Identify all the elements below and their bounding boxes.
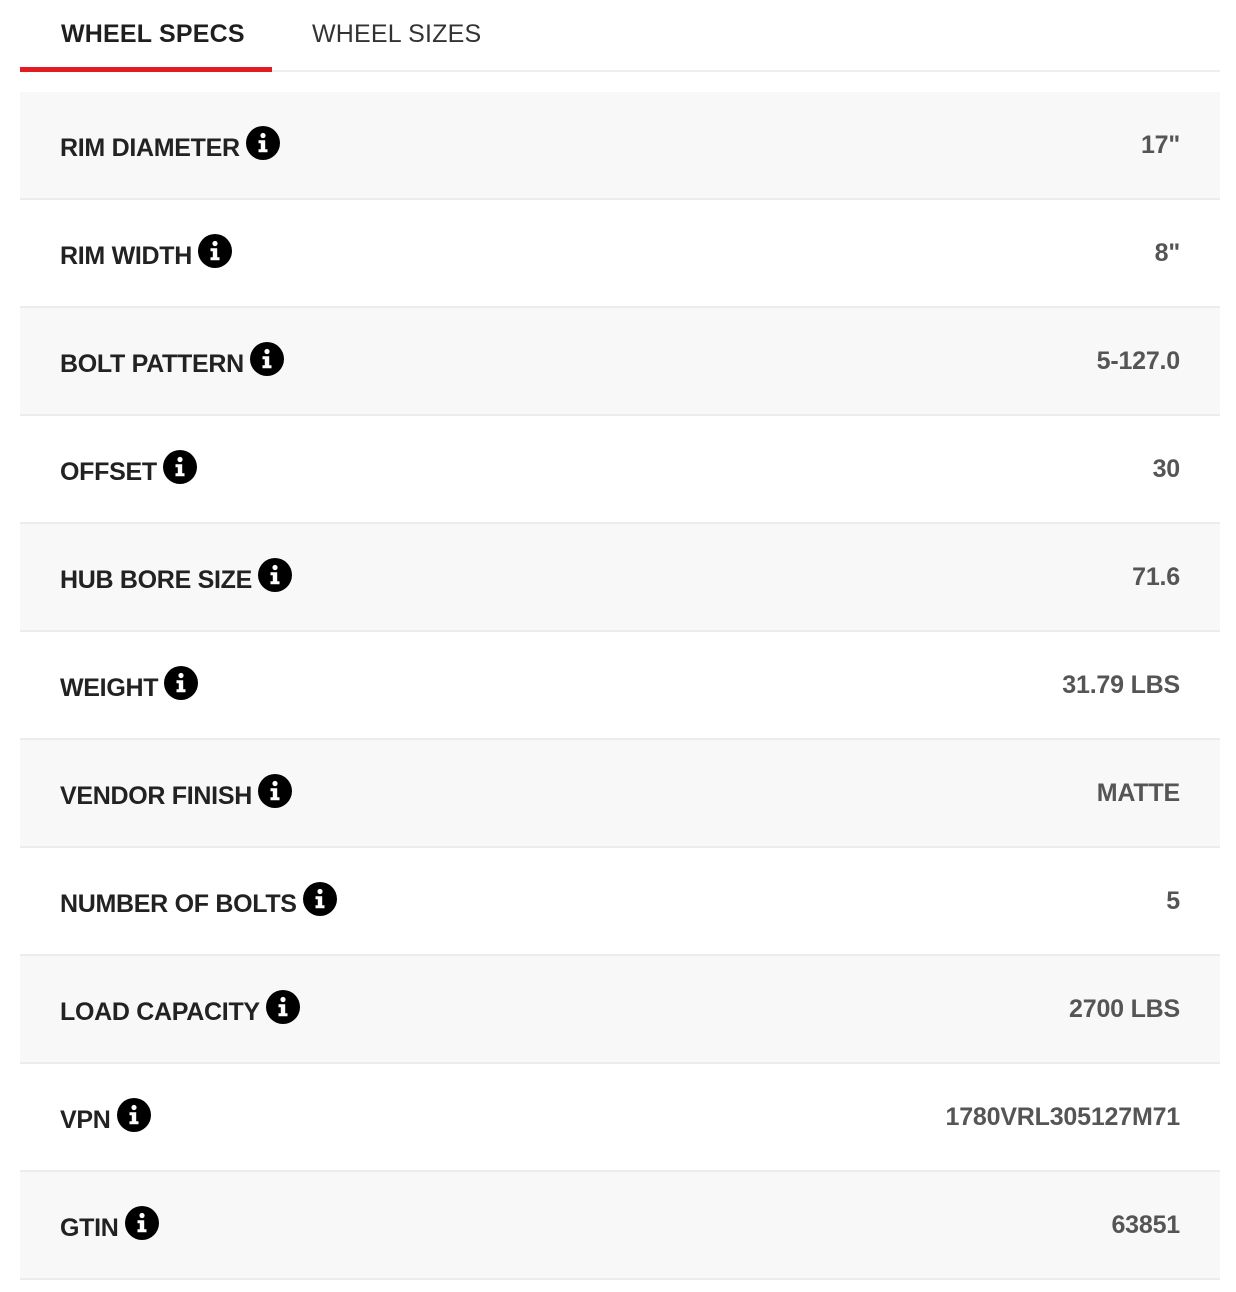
tab-wheel-specs[interactable]: WHEEL SPECS xyxy=(20,0,272,72)
spec-label: LOAD CAPACITY xyxy=(60,997,260,1026)
spec-row xyxy=(20,1064,1220,1172)
spec-label: RIM WIDTH xyxy=(60,241,192,270)
spec-row xyxy=(20,308,1220,416)
info-icon[interactable] xyxy=(163,450,197,484)
spec-label: VENDOR FINISH xyxy=(60,781,252,810)
spec-value: 31.79 LBS xyxy=(1062,670,1180,699)
spec-row xyxy=(20,200,1220,308)
spec-label-group xyxy=(60,668,198,702)
info-icon[interactable] xyxy=(266,990,300,1024)
spec-label-group xyxy=(60,1208,159,1242)
spec-row xyxy=(20,956,1220,1064)
spec-row xyxy=(20,848,1220,956)
wheel-info-panel xyxy=(20,0,1220,1280)
info-icon[interactable] xyxy=(198,234,232,268)
spec-value: 1780VRL305127M71 xyxy=(945,1102,1180,1131)
spec-label: NUMBER OF BOLTS xyxy=(60,889,297,918)
spec-value: 63851 xyxy=(1111,1210,1180,1239)
spec-row xyxy=(20,632,1220,740)
spec-label-group xyxy=(60,128,280,162)
info-icon[interactable] xyxy=(250,342,284,376)
spec-label-group xyxy=(60,1100,151,1134)
spec-label-group xyxy=(60,452,197,486)
tab-wheel-sizes[interactable]: WHEEL SIZES xyxy=(312,20,482,48)
spec-value: 30 xyxy=(1152,454,1180,483)
spec-label: OFFSET xyxy=(60,457,157,486)
spec-value: 5-127.0 xyxy=(1096,346,1180,375)
tab-bar xyxy=(20,0,1220,72)
spec-row xyxy=(20,524,1220,632)
info-icon[interactable] xyxy=(164,666,198,700)
spec-value: 2700 LBS xyxy=(1069,994,1180,1023)
info-icon[interactable] xyxy=(258,774,292,808)
spec-label-group xyxy=(60,884,337,918)
spec-row xyxy=(20,1172,1220,1280)
info-icon[interactable] xyxy=(117,1098,151,1132)
spec-row xyxy=(20,740,1220,848)
spec-table xyxy=(20,92,1220,1280)
spec-label-group xyxy=(60,992,300,1026)
spec-label: GTIN xyxy=(60,1213,119,1242)
spec-label-group xyxy=(60,344,284,378)
spec-value: 5 xyxy=(1166,886,1180,915)
spec-label: WEIGHT xyxy=(60,673,159,702)
spec-value: 71.6 xyxy=(1132,562,1180,591)
info-icon[interactable] xyxy=(303,882,337,916)
info-icon[interactable] xyxy=(258,558,292,592)
spec-value: 17" xyxy=(1140,130,1180,159)
info-icon[interactable] xyxy=(246,126,280,160)
spec-row xyxy=(20,416,1220,524)
spec-label: RIM DIAMETER xyxy=(60,133,240,162)
spec-row xyxy=(20,92,1220,200)
spec-label: BOLT PATTERN xyxy=(60,349,244,378)
spec-label: HUB BORE SIZE xyxy=(60,565,252,594)
spec-label-group xyxy=(60,776,292,810)
spec-label: VPN xyxy=(60,1105,111,1134)
spec-value: MATTE xyxy=(1096,778,1180,807)
spec-label-group xyxy=(60,560,292,594)
spec-value: 8" xyxy=(1154,238,1180,267)
spec-label-group xyxy=(60,236,232,270)
info-icon[interactable] xyxy=(125,1206,159,1240)
